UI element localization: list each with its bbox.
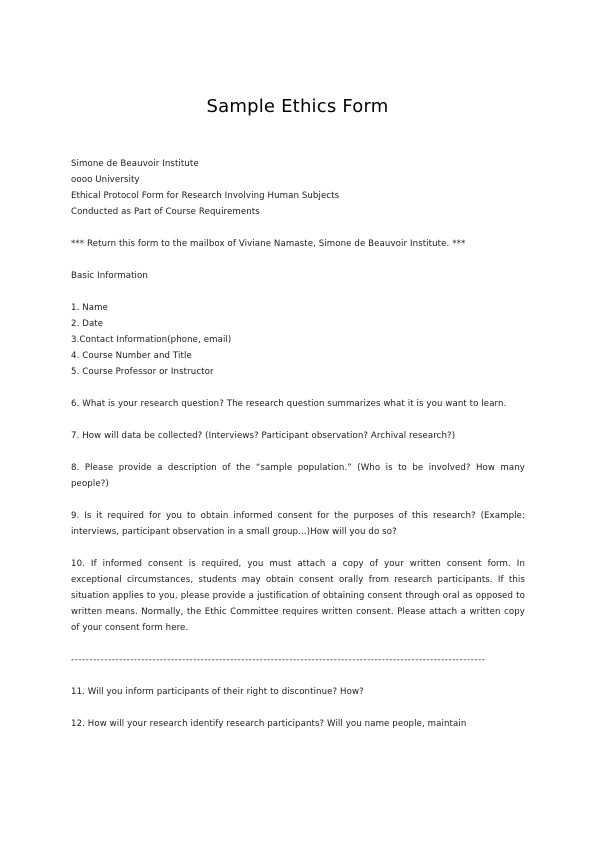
spacer xyxy=(71,220,525,236)
spacer xyxy=(71,540,525,556)
page-title: Sample Ethics Form xyxy=(206,96,389,117)
return-notice: *** Return this form to the mailbox of Viviane Namaste, Simone de Beauvoir Institute. *** xyxy=(71,239,466,249)
spacer xyxy=(71,380,525,396)
basic-item-name: 1. Name xyxy=(71,303,108,313)
question-7: 7. How will data be collected? (Interviews? Participant observation? Archival research?) xyxy=(71,431,456,441)
basic-item-contact: 3.Contact Information(phone, email) xyxy=(71,335,232,345)
question-8: 8. Please provide a description of the “sample population.” (Who is to be involved? How many people?) xyxy=(71,463,525,489)
question-9: 9. Is it required for you to obtain informed consent for the purposes of this research? (Example: interviews, participant observation in a small group…)How will you do so? xyxy=(71,511,525,537)
question-12: 12. How will your research identify research participants? Will you name people, maintain xyxy=(71,719,467,729)
basic-item-professor: 5. Course Professor or Instructor xyxy=(71,367,214,377)
basic-info-heading: Basic Information xyxy=(71,271,148,281)
question-11: 11. Will you inform participants of their right to discontinue? How? xyxy=(71,687,364,697)
spacer xyxy=(71,444,525,460)
document-body xyxy=(71,156,525,732)
section-divider: ---------------------------------------------------------------------------------------------------------------- xyxy=(71,655,486,665)
spacer xyxy=(71,284,525,300)
spacer xyxy=(71,252,525,268)
basic-item-date: 2. Date xyxy=(71,319,104,329)
institute-name: Simone de Beauvoir Institute xyxy=(71,159,199,169)
spacer xyxy=(71,668,525,684)
conducted-note: Conducted as Part of Course Requirements xyxy=(71,207,260,217)
question-10: 10. If informed consent is required, you must attach a copy of your written consent form. In exceptional circumstances, students may obtain consent orally from research participants. If this situation applies to you, please provide a justification of obtaining consent through oral as opposed to written means. Normally, the Ethic Committee requires written consent. Please attach a written copy of your consent form here. xyxy=(71,559,525,633)
spacer xyxy=(71,700,525,716)
protocol-title: Ethical Protocol Form for Research Involving Human Subjects xyxy=(71,191,340,201)
spacer xyxy=(71,636,525,652)
university-name: oooo University xyxy=(71,175,140,185)
question-6: 6. What is your research question? The research question summarizes what it is you want to learn. xyxy=(71,399,507,409)
spacer xyxy=(71,492,525,508)
basic-item-course: 4. Course Number and Title xyxy=(71,351,192,361)
spacer xyxy=(71,412,525,428)
